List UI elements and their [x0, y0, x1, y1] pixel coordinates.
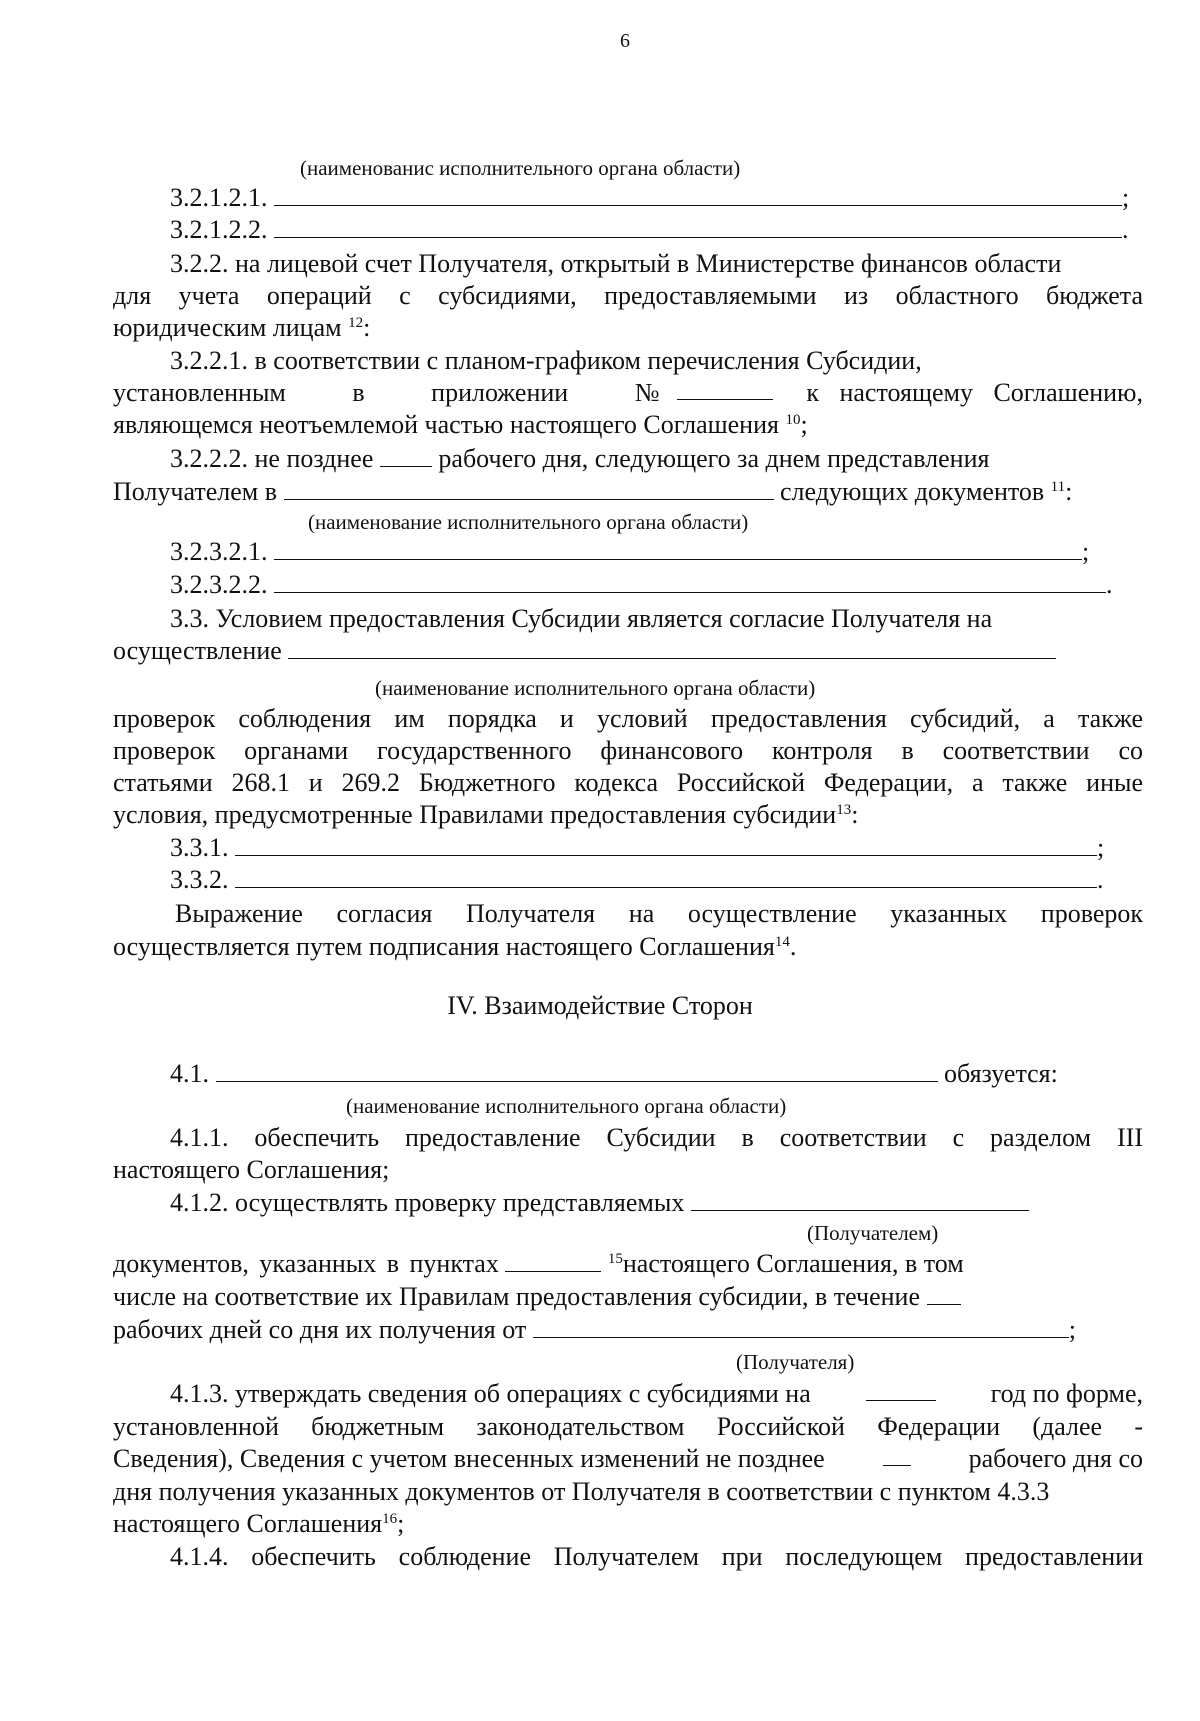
text: осуществляется путем подписания настоящего Соглашения [113, 932, 775, 961]
text: настоящего Соглашения [113, 1509, 383, 1538]
p414-line1: 4.1.4. обеспечить соблюдение Получателем при последующем предоставлении [170, 1542, 1143, 1571]
item-3-2-1-2-1 [170, 182, 1129, 214]
text: числе на соответствие их Правилам предоставления субсидии, в течение [113, 1282, 921, 1311]
blank-line [288, 636, 1056, 659]
item-number: 4.1. [170, 1059, 209, 1088]
text: являющемся неотъемлемой частью настоящего Соглашения [113, 410, 779, 439]
blank-line [866, 1378, 936, 1401]
item-3-3-2 [170, 864, 1104, 896]
p3222-line2 [113, 476, 1072, 508]
p33-line6 [113, 799, 858, 831]
p33-line4: проверок органами государственного финансового контроля в соответствии со [113, 736, 1143, 765]
blank-line [883, 1443, 911, 1466]
p411-line1: 4.1.1. обеспечить предоставление Субсидии в соответствии с разделом III [170, 1123, 1143, 1152]
consent-line1: Выражение согласия Получателя на осуществление указанных проверок [175, 899, 1143, 928]
text: обязуется: [944, 1059, 1058, 1088]
p412-line3 [113, 1281, 961, 1313]
blank-line [216, 1059, 938, 1082]
p413-line2: установленной бюджетным законодательством Российской Федерации (далее - [113, 1412, 1143, 1441]
p413-line1 [170, 1378, 1143, 1410]
blank-line [505, 1249, 601, 1272]
item-number: 3.3.1. [170, 833, 229, 862]
p3221-line1: 3.2.2.1. в соответствии с планом-графиком перечисления Субсидии, [170, 346, 922, 375]
text: 3.2.2.2. не позднее [170, 444, 374, 473]
footnote-ref: 10 [785, 412, 801, 428]
blank-line [691, 1188, 1029, 1211]
punct: : [1065, 477, 1073, 506]
blank-line [677, 377, 773, 400]
item-3-2-3-2-2 [170, 569, 1113, 601]
punct: ; [1082, 537, 1090, 566]
p3221-line3 [113, 409, 808, 441]
p413-line5 [113, 1508, 404, 1540]
blank-line [235, 833, 1097, 856]
caption-organ: (наименование исполнительного органа области) [346, 1094, 787, 1118]
p3221-text-a [113, 377, 660, 409]
text: Сведения), Сведения с учетом внесенных изменений не позднее [113, 1444, 825, 1473]
item-number: 3.2.3.2.1. [170, 537, 268, 566]
item-number: 3.2.3.2.2. [170, 570, 268, 599]
p413-line3 [113, 1443, 1143, 1475]
text: 4.1.2. осуществлять проверку представляемых [170, 1188, 685, 1217]
p3222-line1 [170, 443, 989, 475]
punct: : [851, 800, 859, 829]
text: Получателем в [113, 477, 277, 506]
page-number: 6 [620, 30, 630, 52]
blank-line [533, 1315, 1069, 1338]
caption-organ: (наименованис исполнительного органа области) [300, 156, 741, 180]
p3221-text-b: к настоящему Соглашению, [806, 378, 1143, 407]
punct: . [1097, 865, 1104, 894]
punct: ; [1068, 1315, 1076, 1344]
item-3-2-1-2-2 [170, 214, 1129, 246]
text: условия, предусмотренные Правилами предоставления субсидии [113, 800, 837, 829]
punct: . [1122, 215, 1129, 244]
p322-line2: для учета операций с субсидиями, предоставляемыми из областного бюджета [113, 281, 1143, 310]
text: рабочих дней со дня их получения от [113, 1315, 527, 1344]
text: документов, указанных в пунктах [113, 1249, 499, 1278]
p33-line5: статьями 268.1 и 269.2 Бюджетного кодекса Российской Федерации, а также иные [113, 768, 1143, 797]
text: осуществление [113, 636, 282, 665]
punct: . [1106, 570, 1113, 599]
text: рабочего дня, следующего за днем представления [438, 444, 990, 473]
consent-line2 [113, 931, 796, 963]
p411-line2: настоящего Соглашения; [113, 1155, 390, 1184]
blank-line [380, 444, 432, 467]
p412-line1 [170, 1187, 1029, 1219]
item-3-3-1 [170, 832, 1104, 864]
punct: ; [1122, 183, 1130, 212]
caption-organ: (наименование исполнительного органа области) [308, 510, 749, 534]
item-number: 3.2.1.2.2. [170, 215, 268, 244]
p33-line2 [113, 635, 1056, 667]
p322-line3 [113, 312, 370, 344]
p322-line1: 3.2.2. на лицевой счет Получателя, открытый в Министерстве финансов области [170, 249, 1062, 278]
p3221-line2 [113, 377, 1143, 409]
blank-line [284, 477, 774, 500]
p41-line [170, 1058, 1058, 1090]
blank-line [274, 537, 1082, 560]
blank-line [927, 1282, 961, 1305]
punct: ; [397, 1509, 405, 1538]
p33-line1: 3.3. Условием предоставления Субсидии является согласие Получателя на [170, 604, 993, 633]
p412-line2 [113, 1248, 964, 1280]
item-number: 3.2.1.2.1. [170, 183, 268, 212]
text: установленным в приложении № [113, 378, 660, 407]
blank-line [274, 570, 1106, 593]
punct: ; [1097, 833, 1105, 862]
footnote-ref: 16 [382, 1511, 398, 1527]
blank-line [274, 183, 1122, 206]
text: следующих документов [780, 477, 1045, 506]
p412-line4 [113, 1314, 1076, 1346]
punct: : [363, 313, 371, 342]
footnote-ref: 12 [348, 315, 364, 331]
p33-line3: проверок соблюдения им порядка и условий предоставления субсидий, а также [113, 704, 1143, 733]
punct: ; [800, 410, 808, 439]
caption-organ: (наименование исполнительного органа области) [375, 676, 816, 700]
section-heading: IV. Взаимодействие Сторон [447, 991, 753, 1020]
item-number: 3.3.2. [170, 865, 229, 894]
text: настоящего Соглашения, в том [622, 1249, 964, 1278]
text: год по форме, [990, 1379, 1143, 1408]
caption-recipient: (Получателем) [807, 1221, 939, 1245]
blank-line [274, 215, 1122, 238]
caption-recipient: (Получателя) [736, 1350, 855, 1374]
footnote-ref: 15 [607, 1251, 623, 1267]
footnote-ref: 14 [774, 934, 790, 950]
text: 4.1.3. утверждать сведения об операциях с субсидиями на [170, 1379, 811, 1408]
p322-text: юридическим лицам [113, 313, 342, 342]
footnote-ref: 11 [1050, 479, 1066, 495]
blank-line [235, 865, 1097, 888]
punct: . [789, 932, 797, 961]
text: рабочего дня со [968, 1444, 1143, 1473]
item-3-2-3-2-1 [170, 536, 1089, 568]
p413-line4: дня получения указанных документов от Получателя в соответствии с пунктом 4.3.3 [113, 1477, 1050, 1506]
footnote-ref: 13 [836, 802, 852, 818]
